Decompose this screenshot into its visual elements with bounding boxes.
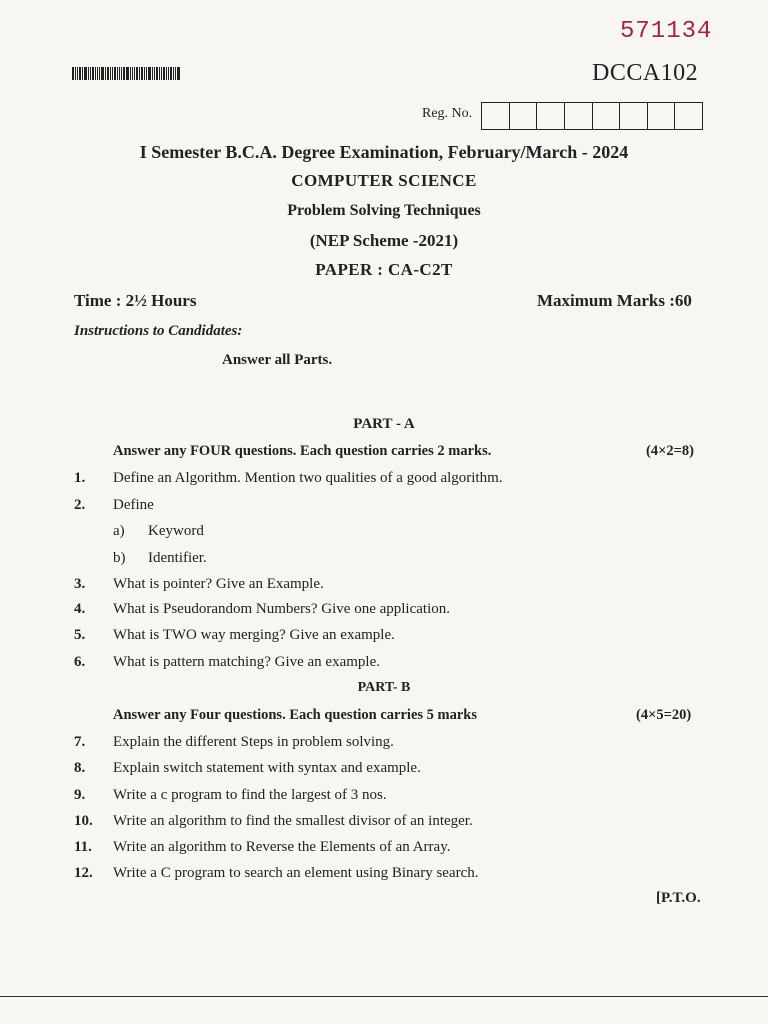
question-text: Explain the different Steps in problem solving. bbox=[113, 734, 394, 750]
barcode-bar bbox=[107, 67, 109, 80]
barcode-bar bbox=[119, 67, 120, 80]
barcode-bar bbox=[173, 67, 174, 80]
question-number: 7. bbox=[74, 734, 86, 750]
part-a-instruction: Answer any FOUR questions. Each question carries 2 marks. bbox=[113, 443, 492, 459]
reg-no-box bbox=[482, 103, 510, 129]
barcode-bar bbox=[72, 67, 74, 80]
barcode-bar bbox=[159, 67, 160, 80]
barcode-bar bbox=[82, 67, 83, 80]
barcode-bar bbox=[152, 67, 153, 80]
barcode-bar bbox=[95, 67, 96, 80]
part-b-instruction: Answer any Four questions. Each question carries 5 marks bbox=[113, 707, 478, 723]
question-text: Write a C program to search an element using Binary search. bbox=[113, 865, 479, 881]
barcode-bar bbox=[132, 67, 133, 80]
barcode-bar bbox=[130, 67, 131, 80]
barcode-bar bbox=[146, 67, 147, 80]
barcode-bar bbox=[84, 67, 87, 80]
barcode-bar bbox=[110, 67, 111, 80]
instructions-heading: Instructions to Candidates: bbox=[74, 323, 243, 339]
sub-question-text: Keyword bbox=[148, 523, 204, 539]
pto-marker: [P.T.O. bbox=[656, 890, 701, 906]
barcode-bar bbox=[141, 67, 143, 80]
question-text: Explain switch statement with syntax and example. bbox=[113, 760, 421, 776]
barcode-bar bbox=[166, 67, 167, 80]
sub-question-label: a) bbox=[113, 523, 125, 539]
barcode-bar bbox=[114, 67, 116, 80]
course-title: Problem Solving Techniques bbox=[287, 202, 481, 219]
instructions-text: Answer all Parts. bbox=[222, 352, 333, 368]
barcode-bar bbox=[177, 67, 180, 80]
barcode-bar bbox=[134, 67, 135, 80]
barcode-bar bbox=[97, 67, 98, 80]
barcode-bar bbox=[117, 67, 118, 80]
barcode-bar bbox=[148, 67, 151, 80]
paper-code: DCCA102 bbox=[592, 60, 699, 86]
barcode-bar bbox=[101, 67, 104, 80]
scheme-title: (NEP Scheme -2021) bbox=[309, 231, 459, 250]
question-text: Write an algorithm to Reverse the Elements of an Array. bbox=[113, 839, 451, 855]
question-text: What is Pseudorandom Numbers? Give one application. bbox=[113, 601, 451, 617]
barcode-bar bbox=[144, 67, 145, 80]
subject-title: COMPUTER SCIENCE bbox=[291, 171, 477, 190]
question-number: 2. bbox=[74, 497, 86, 513]
reg-no-box bbox=[620, 103, 648, 129]
sub-question-text: Identifier. bbox=[148, 550, 207, 566]
question-number: 9. bbox=[74, 787, 86, 803]
barcode-bar bbox=[99, 67, 100, 80]
reg-no-box bbox=[593, 103, 621, 129]
barcode-bar bbox=[92, 67, 94, 80]
barcode-bar bbox=[88, 67, 89, 80]
barcode-bar bbox=[112, 67, 113, 80]
question-text: What is TWO way merging? Give an example. bbox=[113, 627, 395, 643]
barcode-bar bbox=[170, 67, 172, 80]
paper-title: PAPER : CA-C2T bbox=[315, 260, 453, 279]
barcode bbox=[72, 67, 196, 80]
reg-no-box bbox=[648, 103, 676, 129]
question-text: Define bbox=[113, 497, 154, 513]
question-number: 11. bbox=[74, 839, 92, 855]
question-text: What is pattern matching? Give an example. bbox=[113, 654, 380, 670]
question-number: 5. bbox=[74, 627, 86, 643]
barcode-bar bbox=[139, 67, 140, 80]
reg-no-box bbox=[510, 103, 538, 129]
barcode-bar bbox=[154, 67, 155, 80]
barcode-bar bbox=[90, 67, 91, 80]
question-text: Write an algorithm to find the smallest divisor of an integer. bbox=[113, 813, 473, 829]
reg-no-boxes bbox=[481, 102, 703, 130]
barcode-bar bbox=[123, 67, 125, 80]
barcode-bar bbox=[77, 67, 78, 80]
reg-no-box bbox=[537, 103, 565, 129]
question-number: 10. bbox=[74, 813, 93, 829]
part-b-heading: PART- B bbox=[357, 680, 411, 695]
maximum-marks: Maximum Marks :60 bbox=[537, 291, 692, 310]
barcode-bar bbox=[168, 67, 169, 80]
barcode-bar bbox=[136, 67, 138, 80]
question-number: 8. bbox=[74, 760, 86, 776]
barcode-bar bbox=[75, 67, 76, 80]
barcode-bar bbox=[161, 67, 162, 80]
question-number: 4. bbox=[74, 601, 86, 617]
part-a-allocation: (4×2=8) bbox=[646, 443, 694, 459]
exam-title: I Semester B.C.A. Degree Examination, February/March - 2024 bbox=[139, 142, 629, 162]
question-text: Define an Algorithm. Mention two qualities of a good algorithm. bbox=[113, 470, 503, 486]
page-bottom-rule bbox=[0, 996, 768, 997]
barcode-bar bbox=[163, 67, 165, 80]
time-allowed: Time : 2½ Hours bbox=[74, 291, 197, 310]
serial-number: 571134 bbox=[620, 18, 713, 45]
question-number: 3. bbox=[74, 576, 86, 592]
reg-no-box bbox=[675, 103, 702, 129]
barcode-bar bbox=[121, 67, 122, 80]
barcode-bar bbox=[79, 67, 81, 80]
barcode-bar bbox=[156, 67, 158, 80]
reg-no-label: Reg. No. bbox=[422, 106, 473, 121]
part-b-allocation: (4×5=20) bbox=[636, 707, 692, 723]
question-number: 1. bbox=[74, 470, 86, 486]
barcode-bar bbox=[175, 67, 176, 80]
reg-no-box bbox=[565, 103, 593, 129]
question-number: 12. bbox=[74, 865, 93, 881]
part-a-heading: PART - A bbox=[353, 416, 415, 432]
question-text: What is pointer? Give an Example. bbox=[113, 576, 324, 592]
barcode-bar bbox=[105, 67, 106, 80]
barcode-bar bbox=[126, 67, 129, 80]
question-number: 6. bbox=[74, 654, 86, 670]
question-text: Write a c program to find the largest of 3 nos. bbox=[113, 787, 387, 803]
sub-question-label: b) bbox=[113, 550, 126, 566]
